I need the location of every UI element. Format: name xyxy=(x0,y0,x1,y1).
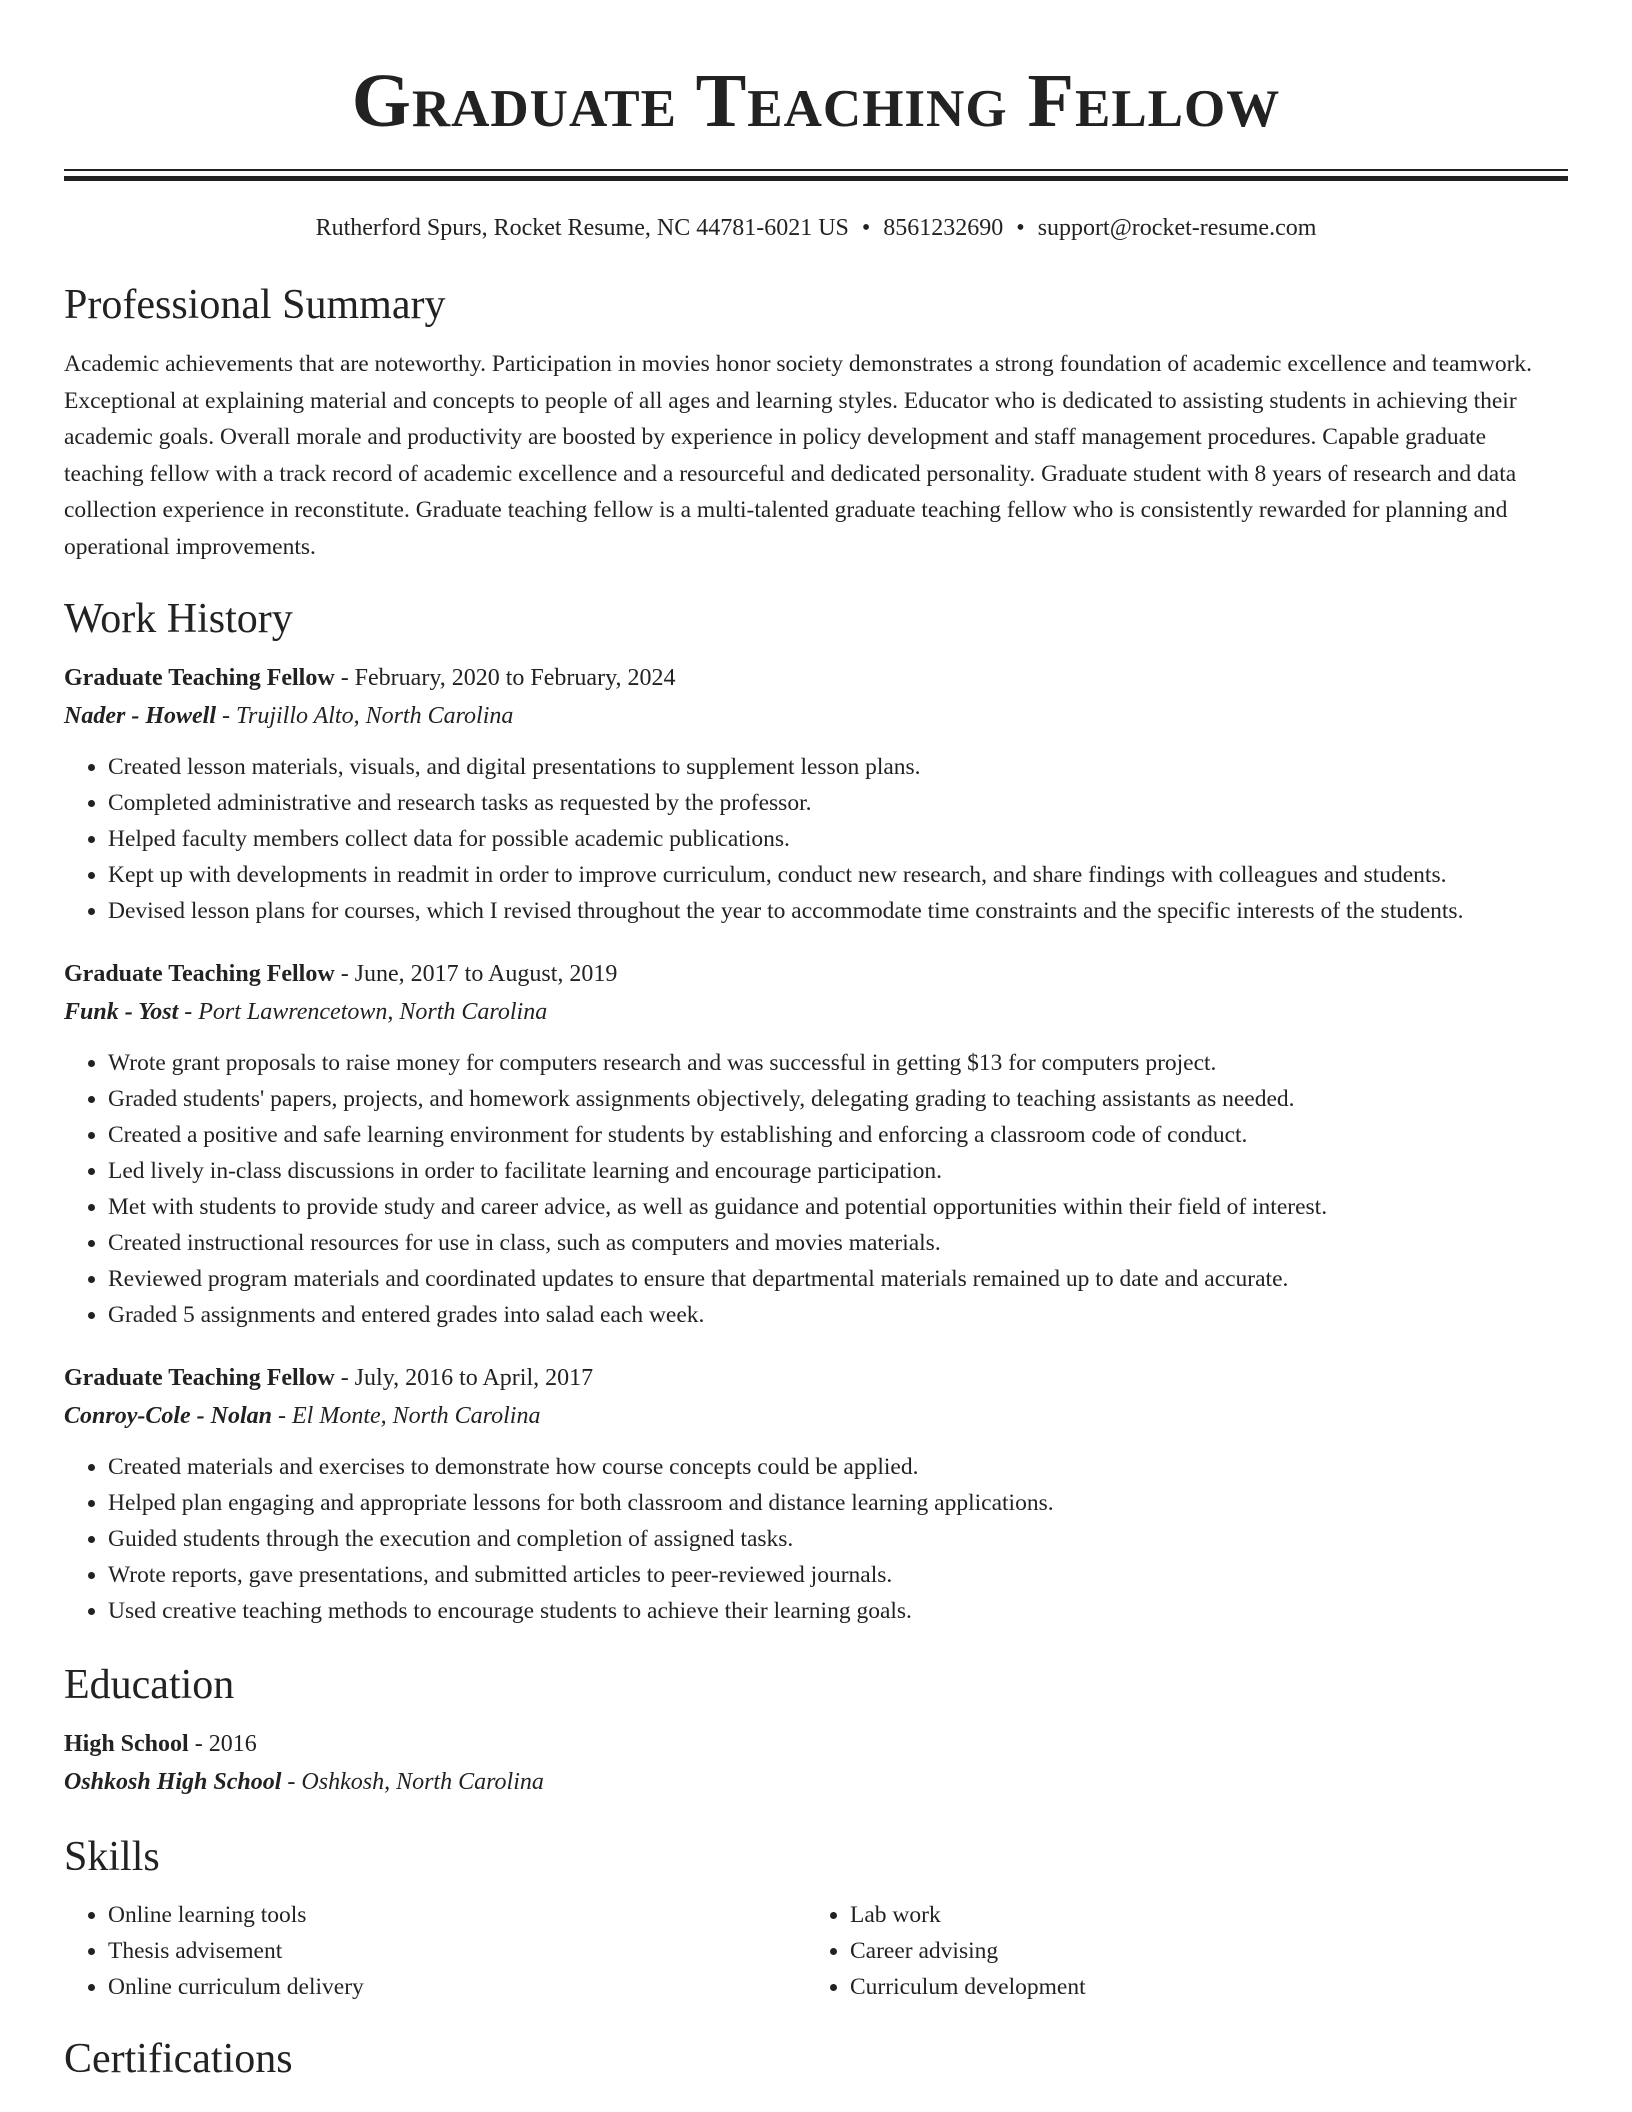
job-location: - Trujillo Alto, North Carolina xyxy=(215,702,514,729)
job-bullet: • Met with students to provide study and career advice, as well as guidance and potential opportunities within their field of interest. xyxy=(108,1189,1568,1225)
job-bullets xyxy=(64,1449,1568,1629)
job-bullet: • Helped faculty members collect data for possible academic publications. xyxy=(108,821,1568,857)
job-header xyxy=(64,659,1568,697)
skills-column-right xyxy=(806,1897,1548,2005)
job-header xyxy=(64,1359,1568,1397)
job-bullet: • Created a positive and safe learning environment for students by establishing and enforcing a classroom code of conduct. xyxy=(108,1117,1568,1153)
skill-item: • Online curriculum delivery xyxy=(108,1969,806,2005)
job-entry xyxy=(64,1359,1568,1629)
job-location: - Port Lawrencetown, North Carolina xyxy=(178,998,548,1025)
skill-item: • Curriculum development xyxy=(850,1969,1548,2005)
skill-item: • Online learning tools xyxy=(108,1897,806,1933)
resume-title: Graduate Teaching Fellow xyxy=(351,59,1281,143)
skills-grid xyxy=(64,1897,1568,2005)
title-divider-thick xyxy=(64,176,1568,181)
job-title: Graduate Teaching Fellow xyxy=(64,1364,335,1391)
job-employer: Conroy-Cole - Nolan xyxy=(64,1402,273,1429)
skill-item: • Career advising xyxy=(850,1933,1548,1969)
skills-column-left xyxy=(64,1897,806,2005)
job-title: Graduate Teaching Fellow xyxy=(64,960,335,987)
job-title: Graduate Teaching Fellow xyxy=(64,664,335,691)
work-history-list xyxy=(64,659,1568,1629)
skill-item: • Thesis advisement xyxy=(108,1933,806,1969)
job-bullet: • Graded students' papers, projects, and homework assignments objectively, delegating grading to teaching assistants as needed. xyxy=(108,1081,1568,1117)
job-dates: - June, 2017 to August, 2019 xyxy=(334,960,618,987)
job-employer-line xyxy=(64,697,1568,735)
section-heading-certifications: Certifications xyxy=(64,2035,293,2082)
job-bullet: • Wrote reports, gave presentations, and submitted articles to peer-reviewed journals. xyxy=(108,1557,1568,1593)
section-heading-work-history: Work History xyxy=(64,595,293,642)
job-bullet: • Completed administrative and research tasks as requested by the professor. xyxy=(108,785,1568,821)
job-bullet: • Created materials and exercises to demonstrate how course concepts could be applied. xyxy=(108,1449,1568,1485)
job-bullet: • Kept up with developments in readmit in order to improve curriculum, conduct new research, and share findings with colleagues and students. xyxy=(108,857,1568,893)
skills-list xyxy=(64,1897,806,2005)
job-bullets xyxy=(64,1045,1568,1333)
job-bullet: • Guided students through the execution and completion of assigned tasks. xyxy=(108,1521,1568,1557)
job-entry xyxy=(64,659,1568,929)
education-entry xyxy=(64,1725,1568,1801)
job-bullet: • Created lesson materials, visuals, and digital presentations to supplement lesson plans. xyxy=(108,749,1568,785)
resume-page xyxy=(64,0,1568,2085)
contact-phone: 8561232690 xyxy=(883,215,1004,241)
education-degree: High School xyxy=(64,1730,189,1757)
job-dates: - February, 2020 to February, 2024 xyxy=(334,664,676,691)
job-bullet: • Helped plan engaging and appropriate lessons for both classroom and distance learning applications. xyxy=(108,1485,1568,1521)
contact-separator: • xyxy=(1016,215,1025,241)
job-bullet: • Graded 5 assignments and entered grades into salad each week. xyxy=(108,1297,1568,1333)
section-heading-summary: Professional Summary xyxy=(64,282,446,328)
skills-list xyxy=(806,1897,1548,2005)
skill-item: • Lab work xyxy=(850,1897,1548,1933)
education-year: - 2016 xyxy=(188,1730,257,1757)
contact-address: Rutherford Spurs, Rocket Resume, NC 44781-6021 US xyxy=(315,215,849,241)
job-employer-line xyxy=(64,1397,1568,1435)
job-entry xyxy=(64,955,1568,1333)
job-employer: Nader - Howell xyxy=(64,702,216,729)
job-employer-line xyxy=(64,993,1568,1031)
job-bullet: • Led lively in-class discussions in order to facilitate learning and encourage participation. xyxy=(108,1153,1568,1189)
contact-separator: • xyxy=(861,215,871,241)
education-school-line xyxy=(64,1763,1568,1801)
job-bullet: • Created instructional resources for use in class, such as computers and movies materials. xyxy=(108,1225,1568,1261)
title-divider-thin xyxy=(64,169,1568,171)
education-degree-line xyxy=(64,1725,1568,1763)
section-heading-skills: Skills xyxy=(64,1833,160,1880)
education-school: Oshkosh High School xyxy=(64,1768,282,1795)
job-bullet: • Wrote grant proposals to raise money for computers research and was successful in getting $13 for computers project. xyxy=(108,1045,1568,1081)
job-bullets xyxy=(64,749,1568,929)
job-bullet: • Reviewed program materials and coordinated updates to ensure that departmental materials remained up to date and accurate. xyxy=(108,1261,1568,1297)
job-employer: Funk - Yost xyxy=(64,998,179,1025)
job-dates: - July, 2016 to April, 2017 xyxy=(334,1364,594,1391)
education-location: - Oshkosh, North Carolina xyxy=(281,1768,544,1795)
contact-line xyxy=(64,211,1568,245)
summary-text: Academic achievements that are noteworthy. Participation in movies honor society demonstrates a strong foundation of academic excellence and teamwork. Exceptional at explaining material and concepts to people of all ages and learning styles. Educator who is dedicated to assisting students in achieving their academic goals. Overall morale and productivity are boosted by experience in policy development and staff management procedures. Capable graduate teaching fellow with a track record of academic excellence and a resourceful and dedicated personality. Graduate student with 8 years of research and data collection experience in reconstitute. Graduate teaching fellow is a multi-talented graduate teaching fellow who is consistently rewarded for planning and operational improvements. xyxy=(64,351,1533,560)
section-heading-education: Education xyxy=(64,1661,235,1708)
job-bullet: • Used creative teaching methods to encourage students to achieve their learning goals. xyxy=(108,1593,1568,1629)
contact-email: support@rocket-resume.com xyxy=(1037,215,1317,241)
job-location: - El Monte, North Carolina xyxy=(272,1402,541,1429)
job-bullet: • Devised lesson plans for courses, which I revised throughout the year to accommodate time constraints and the specific interests of the students. xyxy=(108,893,1568,929)
job-header xyxy=(64,955,1568,993)
